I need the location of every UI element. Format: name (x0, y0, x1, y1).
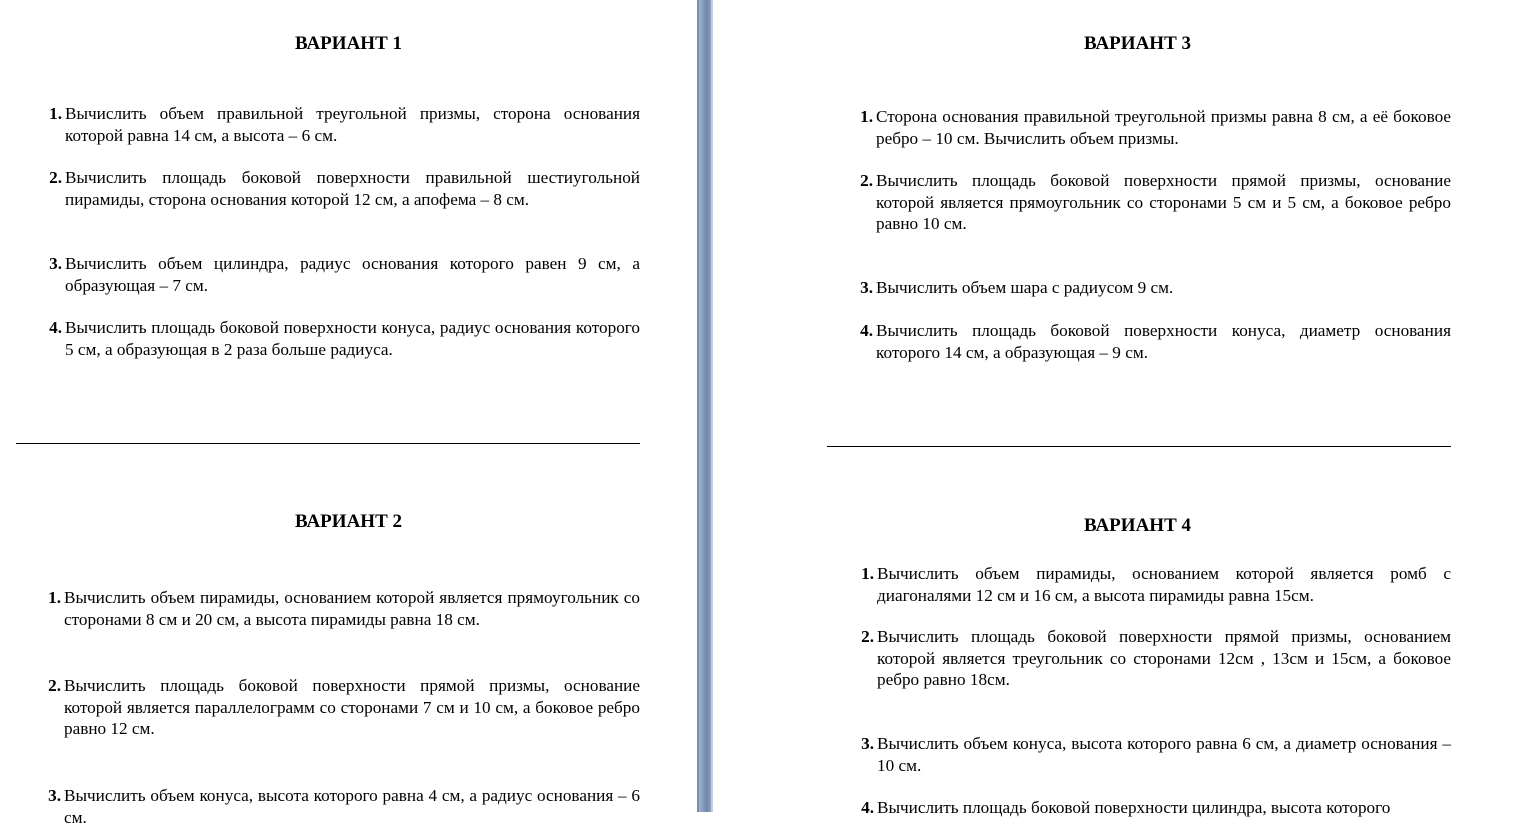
page-gutter (697, 0, 713, 812)
task-number: 2. (861, 627, 874, 646)
task-number: 3. (48, 786, 61, 805)
variant-3-task-4 (860, 320, 1451, 363)
task-text: Вычислить площадь боковой поверхности прямой призмы, основанием которой является треугольник со сторонами 12см , 13см и 15см, а боковое ребро равно 18см. (877, 627, 1451, 689)
variant-4-task-3 (861, 733, 1451, 776)
task-text: Вычислить объем конуса, высота которого равна 4 см, а радиус основания – 6 см. (64, 786, 640, 827)
variant-2-title: ВАРИАНТ 2 (294, 511, 402, 532)
variant-3-task-1 (860, 106, 1451, 149)
variant-4-task-2 (861, 626, 1451, 691)
task-number: 1. (49, 104, 62, 123)
task-text: Вычислить площадь боковой поверхности прямой призмы, основание которой является параллелограмм со сторонами 7 см и 10 см, а боковое ребро равно 12 см. (64, 676, 640, 738)
task-text: Вычислить площадь боковой поверхности конуса, диаметр основания которого 14 см, а образующая – 9 см. (876, 321, 1451, 362)
variant-3-task-3 (860, 277, 1451, 299)
task-number: 1. (860, 107, 873, 126)
task-number: 3. (49, 254, 62, 273)
task-number: 1. (48, 588, 61, 607)
task-number: 3. (860, 278, 873, 297)
variant-4-task-1 (861, 563, 1451, 606)
variant-1-task-1 (49, 103, 640, 146)
task-text: Вычислить объем пирамиды, основанием которой является ромб с диагоналями 12 см и 16 см, а высота пирамиды равна 15см. (877, 564, 1451, 605)
task-text: Вычислить площадь боковой поверхности прямой призмы, основание которой является прямоугольник со сторонами 5 см и 5 см, а боковое ребро равно 10 см. (876, 171, 1451, 233)
variant-2-task-3 (48, 785, 640, 828)
task-number: 2. (860, 171, 873, 190)
task-text: Сторона основания правильной треугольной призмы равна 8 см, а её боковое ребро – 10 см. Вычислить объем призмы. (876, 107, 1451, 148)
task-number: 2. (49, 168, 62, 187)
variant-1-task-2 (49, 167, 640, 210)
task-text: Вычислить объем пирамиды, основанием которой является прямоугольник со сторонами 8 см и 20 см, а высота пирамиды равна 18 см. (64, 588, 640, 629)
document-page-left (0, 0, 697, 827)
task-text: Вычислить площадь боковой поверхности конуса, радиус основания которого 5 см, а образующая в 2 раза больше радиуса. (65, 318, 640, 359)
variant-1-task-3 (49, 253, 640, 296)
task-text: Вычислить объем цилиндра, радиус основания которого равен 9 см, а образующая – 7 см. (65, 254, 640, 295)
task-number: 1. (861, 564, 874, 583)
task-number: 4. (49, 318, 62, 337)
section-divider (827, 446, 1451, 447)
task-text: Вычислить площадь боковой поверхности цилиндра, высота которого (877, 798, 1391, 817)
document-page-right (713, 0, 1494, 817)
variant-1-task-4 (49, 317, 640, 360)
section-divider (16, 443, 640, 444)
variant-3-task-2 (860, 170, 1451, 235)
variant-1-title: ВАРИАНТ 1 (294, 33, 402, 54)
variant-4-title: ВАРИАНТ 4 (1083, 515, 1191, 536)
task-number: 3. (861, 734, 874, 753)
task-number: 2. (48, 676, 61, 695)
variant-2-task-1 (48, 587, 640, 630)
task-text: Вычислить объем конуса, высота которого равна 6 см, а диаметр основания – 10 см. (877, 734, 1451, 775)
variant-4-task-4 (861, 797, 1451, 819)
task-text: Вычислить объем правильной треугольной призмы, сторона основания которой равна 14 см, а высота – 6 см. (65, 104, 640, 145)
task-text: Вычислить объем шара с радиусом 9 см. (876, 278, 1174, 297)
task-number: 4. (861, 798, 874, 817)
task-number: 4. (860, 321, 873, 340)
variant-2-task-2 (48, 675, 640, 740)
task-text: Вычислить площадь боковой поверхности правильной шестиугольной пирамиды, сторона основания которой 12 см, а апофема – 8 см. (65, 168, 640, 209)
variant-3-title: ВАРИАНТ 3 (1083, 33, 1191, 54)
